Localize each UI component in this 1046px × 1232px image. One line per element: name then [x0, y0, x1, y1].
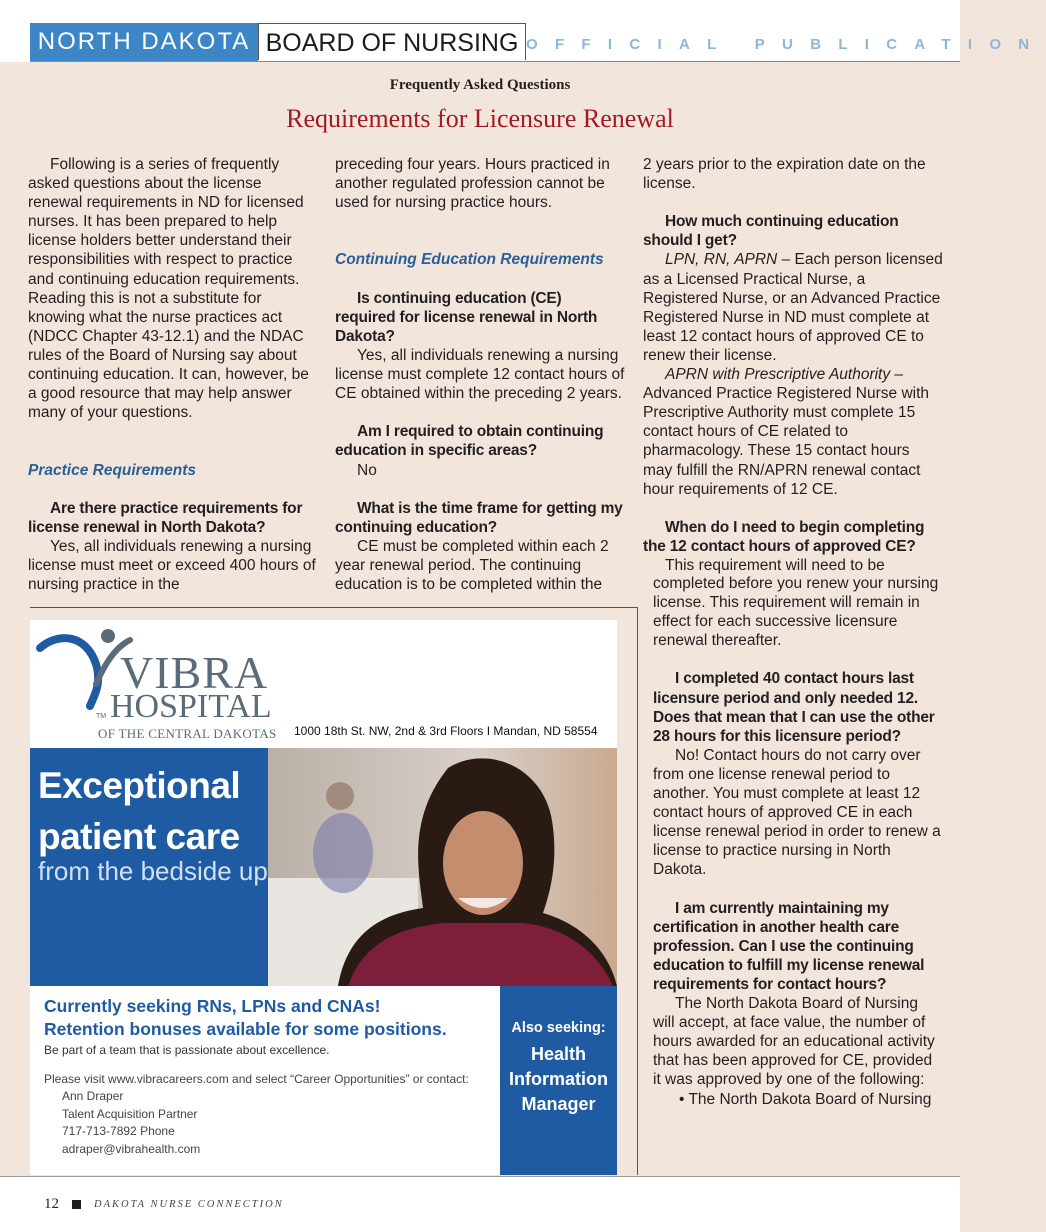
contact-email: adraper@vibrahealth.com	[62, 1141, 201, 1156]
publication-name: DAKOTA NURSE CONNECTION	[94, 1199, 284, 1210]
ad-team-line: Be part of a team that is passionate about excellence.	[44, 1043, 330, 1057]
answer-text-prescriptive: – Advanced Practice Registered Nurse with Prescriptive Authority must complete 15 contact hours of CE related to pharmacology. These 15 contact hours may fulfill the RN/APRN renewal contact hour requirements of 12 CE.	[643, 366, 930, 498]
question-time-frame: What is the time frame for getting my continuing education?	[335, 499, 623, 536]
answer-label-lpn-rn-aprn: LPN, RN, APRN	[665, 251, 778, 269]
ad-copy	[44, 995, 494, 1158]
contact-title: Talent Acquisition Partner	[62, 1106, 198, 1121]
answer-specific-areas: No	[357, 461, 377, 479]
answer-how-much-lpn-rn-aprn	[643, 250, 943, 365]
question-practice: Are there practice requirements for license renewal in North Dakota?	[28, 499, 303, 536]
ad-frame-right-rule	[637, 607, 638, 1175]
masthead-rule	[30, 61, 960, 62]
footer-square-icon	[72, 1200, 81, 1209]
answer-text-lpn-rn-aprn: – Each person licensed as a Licensed Practical Nurse, a Registered Nurse, or an Advanced Practice Registered Nurse in ND must complete at least 12 contact hours of approved CE to renew their license.	[643, 251, 943, 364]
answer-when-begin-part1: This requirement will need to be	[665, 556, 885, 574]
answer-ce-required: Yes, all individuals renewing a nursing license must complete 12 contact hours of CE obtained within the preceding 2 years.	[335, 346, 625, 403]
ad-frame-top-rule	[30, 607, 638, 608]
ad-visit-line: Please visit www.vibracareers.com and select “Career Opportunities” or contact:	[44, 1072, 469, 1086]
answer-practice-part2: preceding four years. Hours practiced in another regulated profession cannot be used for nursing practice hours.	[335, 156, 610, 212]
question-ce-required: Is continuing education (CE) required for license renewal in North Dakota?	[335, 289, 598, 345]
ad-headline: Exceptional patient care	[38, 765, 241, 857]
answer-how-much-prescriptive	[643, 365, 943, 499]
also-seeking-label: Also seeking:	[511, 1020, 606, 1036]
contact-phone: 717-713-7892 Phone	[62, 1124, 175, 1138]
ad-retention-line: Retention bonuses available for some positions.	[44, 1019, 447, 1039]
answer-time-frame-part1: CE must be completed within each 2 year renewal period. The continuing education is to be completed within the	[335, 537, 609, 594]
also-seeking-box	[500, 986, 617, 1175]
question-how-much-ce: How much continuing education should I get?	[643, 213, 899, 250]
answer-other-certification: The North Dakota Board of Nursing will accept, at face value, the number of hours awarded for an educational activity that has been approved for CE, provided it was approved by one of the following:	[653, 995, 935, 1089]
ad-subhead: from the bedside up	[38, 856, 268, 886]
vibra-logo-subtitle: OF THE CENTRAL DAKOTAS	[98, 726, 277, 741]
article-column-1	[28, 155, 320, 594]
article-column-2	[335, 155, 625, 594]
list-item: • The North Dakota Board of Nursing	[679, 1090, 932, 1108]
question-specific-areas: Am I required to obtain continuing education in specific areas?	[335, 423, 604, 460]
nurse-photo	[268, 748, 617, 986]
article-title: Requirements for Licensure Renewal	[286, 104, 674, 133]
article-column-3-lower	[653, 574, 943, 1109]
ce-requirements-heading: Continuing Education Requirements	[335, 251, 604, 269]
practice-requirements-heading: Practice Requirements	[28, 461, 196, 479]
masthead-state: NORTH DAKOTA	[30, 23, 258, 61]
also-seeking-position: Health Information Manager	[509, 1044, 608, 1114]
answer-carry-over: No! Contact hours do not carry over from one license renewal period to another. You must complete at least 12 contact hours of approved CE in each license renewal period in order to renew a license to practice nursing in North Dakota.	[653, 746, 941, 879]
contact-name: Ann Draper	[62, 1089, 124, 1103]
page-number: 12	[44, 1196, 59, 1212]
ad-seeking-line: Currently seeking RNs, LPNs and CNAs!	[44, 996, 381, 1016]
masthead-official-publication: OFFICIAL PUBLICATION	[526, 36, 1046, 53]
question-carry-over: I completed 40 contact hours last licensure period and only needed 12. Does that mean that I can use the other 28 hours for this licensure period?	[653, 670, 935, 745]
intro-paragraph: Following is a series of frequently asked questions about the license renewal requirements in ND for licensed nurses. It has been prepared to help license holders better understand their responsibilities with respect to practice and continuing education requirements. Reading this is not a substitute for knowing what the nurse practices act (NDCC Chapter 43-12.1) and the NDAC rules of the Board of Nursing say about continuing education. It can, however, be a good resource that may help answer many of your questions.	[28, 156, 309, 422]
article-kicker: Frequently Asked Questions	[389, 77, 571, 93]
answer-practice-part1: Yes, all individuals renewing a nursing license must meet or exceed 400 hours of nursing practice in the	[28, 537, 316, 594]
ad-address: 1000 18th St. NW, 2nd & 3rd Floors I Mandan, ND 58554	[294, 724, 598, 738]
question-other-certification: I am currently maintaining my certification in another health care profession. Can I use the continuing education to fulfill my license renewal requirements for contact hours?	[653, 899, 925, 993]
vibra-logo-trademark: TM	[96, 713, 107, 720]
article-column-3	[643, 155, 943, 575]
masthead-board: BOARD OF NURSING	[258, 23, 526, 60]
question-when-begin: When do I need to begin completing the 12 contact hours of approved CE?	[643, 518, 925, 555]
vibra-logo-hospital: HOSPITAL	[110, 688, 272, 725]
answer-label-prescriptive: APRN with Prescriptive Authority	[665, 366, 891, 384]
answer-when-begin-part2: completed before you renew your nursing license. This requirement will remain in effect for each successive licensure renewal thereafter.	[653, 575, 939, 650]
vibra-logo-wordmark: VIBRA	[120, 647, 269, 698]
answer-time-frame-part2: 2 years prior to the expiration date on the license.	[643, 156, 926, 193]
